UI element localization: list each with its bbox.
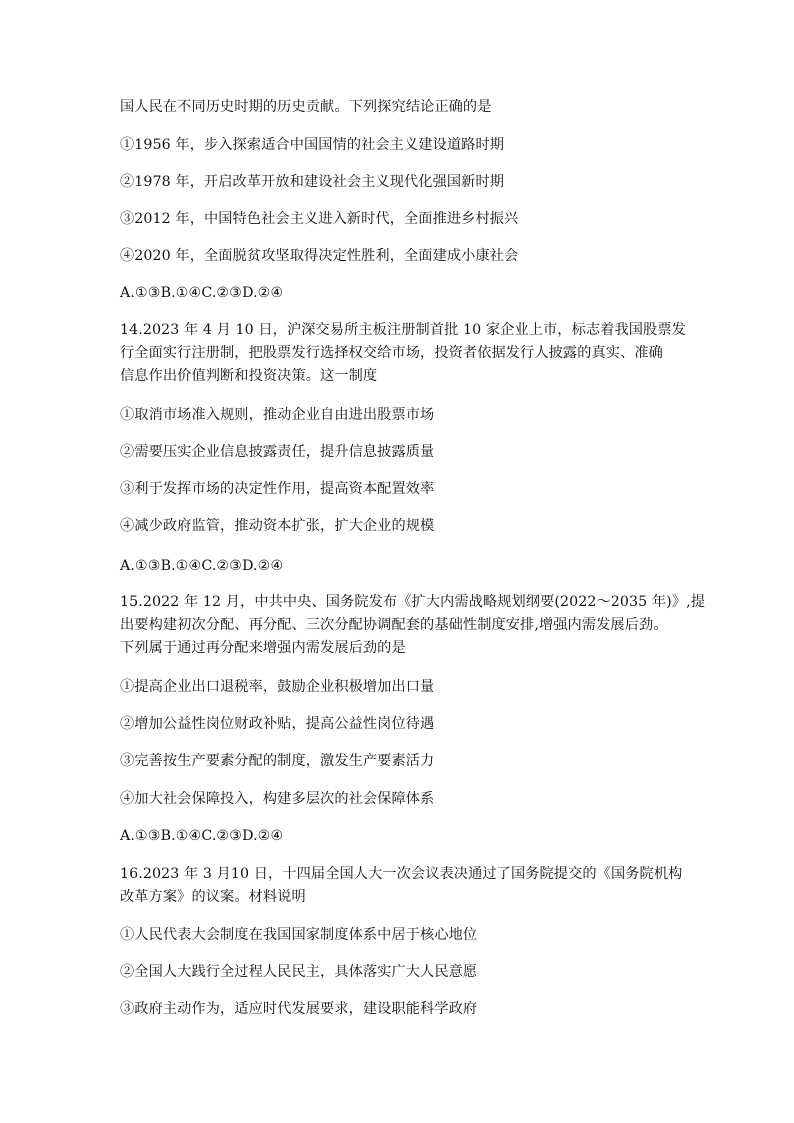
question-14-text: 行全面实行注册制，把股票发行选择权交给市场，投资者依据发行人披露的真实、准确 — [120, 345, 663, 361]
option-line: ③完善按生产要素分配的制度，激发生产要素活力 — [120, 753, 435, 769]
option-line: ①提高企业出口退税率，鼓励企业积极增加出口量 — [120, 679, 435, 695]
question-15-text: 下列属于通过再分配来增强内需发展后劲的是 — [120, 640, 406, 656]
option-line: ③政府主动作为，适应时代发展要求，建设职能科学政府 — [120, 1001, 478, 1017]
answer-choices: A.①③B.①④C.②③D.②④ — [120, 558, 284, 574]
option-line: ①取消市场准入规则，推动企业自由进出股票市场 — [120, 407, 435, 423]
question-15-text: 15.2022 年 12 月，中共中央、国务院发布《扩大内需战略规划纲要(2022～2035 年)》,提 — [120, 594, 706, 610]
question-15-text: 出要构建初次分配、再分配、三次分配协调配套的基础性制度安排,增强内需发展后劲。 — [120, 617, 668, 633]
option-line: ②增加公益性岗位财政补贴，提高公益性岗位待遇 — [120, 716, 435, 732]
text-line: 国人民在不同历史时期的历史贡献。下列探究结论正确的是 — [120, 99, 492, 115]
option-line: ②1978 年，开启改革开放和建设社会主义现代化强国新时期 — [120, 174, 505, 190]
question-16-text: 16.2023 年 3 月10 日，十四届全国人大一次会议表决通过了国务院提交的《国务院机构 — [120, 866, 683, 882]
question-14-text: 信息作出价值判断和投资决策。这一制度 — [120, 368, 378, 384]
option-line: ①1956 年，步入探索适合中国国情的社会主义建设道路时期 — [120, 137, 505, 153]
option-line: ①人民代表大会制度在我国国家制度体系中居于核心地位 — [120, 927, 478, 943]
option-line: ④2020 年，全面脱贫攻坚取得决定性胜利，全面建成小康社会 — [120, 248, 519, 264]
answer-choices: A.①③B.①④C.②③D.②④ — [120, 828, 284, 844]
option-line: ④减少政府监管，推动资本扩张，扩大企业的规模 — [120, 518, 435, 534]
option-line: ④加大社会保障投入，构建多层次的社会保障体系 — [120, 791, 435, 807]
option-line: ③利于发挥市场的决定性作用，提高资本配置效率 — [120, 481, 435, 497]
option-line: ②需要压实企业信息披露责任，提升信息披露质量 — [120, 444, 435, 460]
option-line: ②全国人大践行全过程人民民主，具体落实广大人民意愿 — [120, 964, 478, 980]
question-16-text: 改革方案》的议案。材料说明 — [120, 889, 306, 905]
answer-choices: A.①③B.①④C.②③D.②④ — [120, 285, 284, 301]
option-line: ③2012 年，中国特色社会主义进入新时代，全面推进乡村振兴 — [120, 211, 519, 227]
question-14-text: 14.2023 年 4 月 10 日，沪深交易所主板注册制首批 10 家企业上市，标志着我国股票发 — [120, 322, 686, 338]
